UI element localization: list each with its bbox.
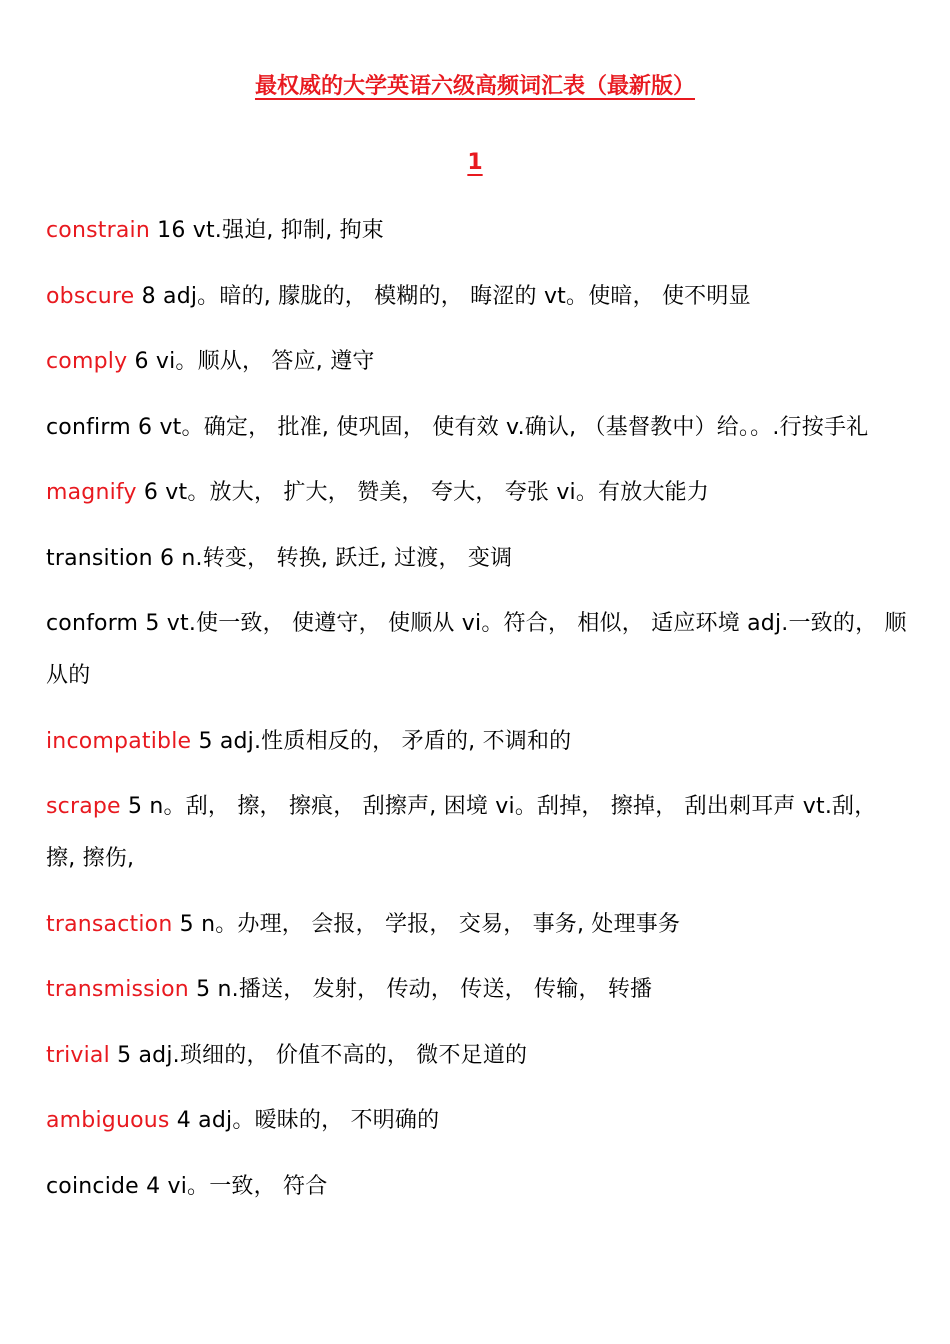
vocab-word: scrape (46, 794, 121, 819)
vocab-word: magnify (46, 480, 137, 505)
vocab-entry (46, 467, 908, 519)
vocab-entry (46, 1030, 908, 1082)
vocab-word: transmission (46, 977, 189, 1002)
page-number (0, 146, 950, 180)
vocab-definition: 6 vt。确定， 批准, 使巩固， 使有效 v.确认, （基督教中）给。。.行按手礼 (130, 414, 869, 440)
vocab-definition: 6 n.转变， 转换, 跃迁, 过渡， 变调 (152, 545, 513, 571)
vocab-entry (46, 1161, 908, 1213)
vocab-entry (46, 964, 908, 1016)
page-number-text: 1 (467, 150, 483, 175)
vocab-definition: 8 adj。暗的, 朦胧的， 模糊的， 晦涩的 vt。使暗， 使不明显 (134, 283, 751, 309)
vocab-word: coincide (46, 1173, 139, 1199)
vocab-entry (46, 271, 908, 323)
vocabulary-list (46, 205, 908, 1226)
vocab-definition: 6 vi。顺从， 答应, 遵守 (127, 349, 375, 374)
vocab-entry (46, 533, 908, 585)
vocab-definition: 5 vt.使一致， 使遵守， 使顺从 vi。符合， 相似， 适应环境 adj.一致的， 顺从的 (46, 611, 907, 688)
vocab-word: confirm (46, 414, 131, 440)
vocab-definition: 6 vt。放大， 扩大， 赞美， 夸大， 夸张 vi。有放大能力 (136, 480, 710, 505)
vocab-definition: 5 adj.琐细的， 价值不高的， 微不足道的 (109, 1042, 528, 1068)
vocab-definition: 4 adj。暧昧的， 不明确的 (169, 1108, 440, 1133)
vocab-word: ambiguous (46, 1108, 170, 1133)
vocab-definition: 5 n。刮， 擦， 擦痕， 刮擦声, 困境 vi。刮掉， 擦掉， 刮出刺耳声 vt.刮， 擦, 擦伤, (46, 794, 877, 871)
vocab-definition: 16 vt.强迫, 抑制, 拘束 (149, 218, 384, 243)
vocab-entry (46, 205, 908, 257)
vocab-entry (46, 402, 908, 454)
vocab-entry (46, 598, 908, 702)
vocab-word: transition (46, 545, 153, 571)
vocab-word: obscure (46, 283, 135, 309)
document-title (0, 70, 950, 104)
vocab-word: comply (46, 349, 128, 374)
vocab-entry (46, 336, 908, 388)
vocab-entry (46, 781, 908, 885)
document-title-text: 最权威的大学英语六级高频词汇表（最新版） (254, 74, 695, 99)
vocab-definition: 5 adj.性质相反的， 矛盾的, 不调和的 (191, 728, 572, 754)
vocab-entry (46, 716, 908, 768)
vocab-definition: 5 n。办理， 会报， 学报， 交易， 事务, 处理事务 (172, 911, 681, 937)
vocab-word: transaction (46, 911, 173, 937)
vocab-word: trivial (46, 1042, 110, 1068)
vocab-definition: 4 vi。一致， 符合 (138, 1173, 328, 1199)
vocab-word: conform (46, 611, 139, 636)
vocab-definition: 5 n.播送， 发射， 传动， 传送， 传输， 转播 (188, 977, 653, 1002)
vocab-entry (46, 899, 908, 951)
vocab-word: incompatible (46, 728, 192, 754)
vocab-word: constrain (46, 218, 150, 243)
vocab-entry (46, 1095, 908, 1147)
